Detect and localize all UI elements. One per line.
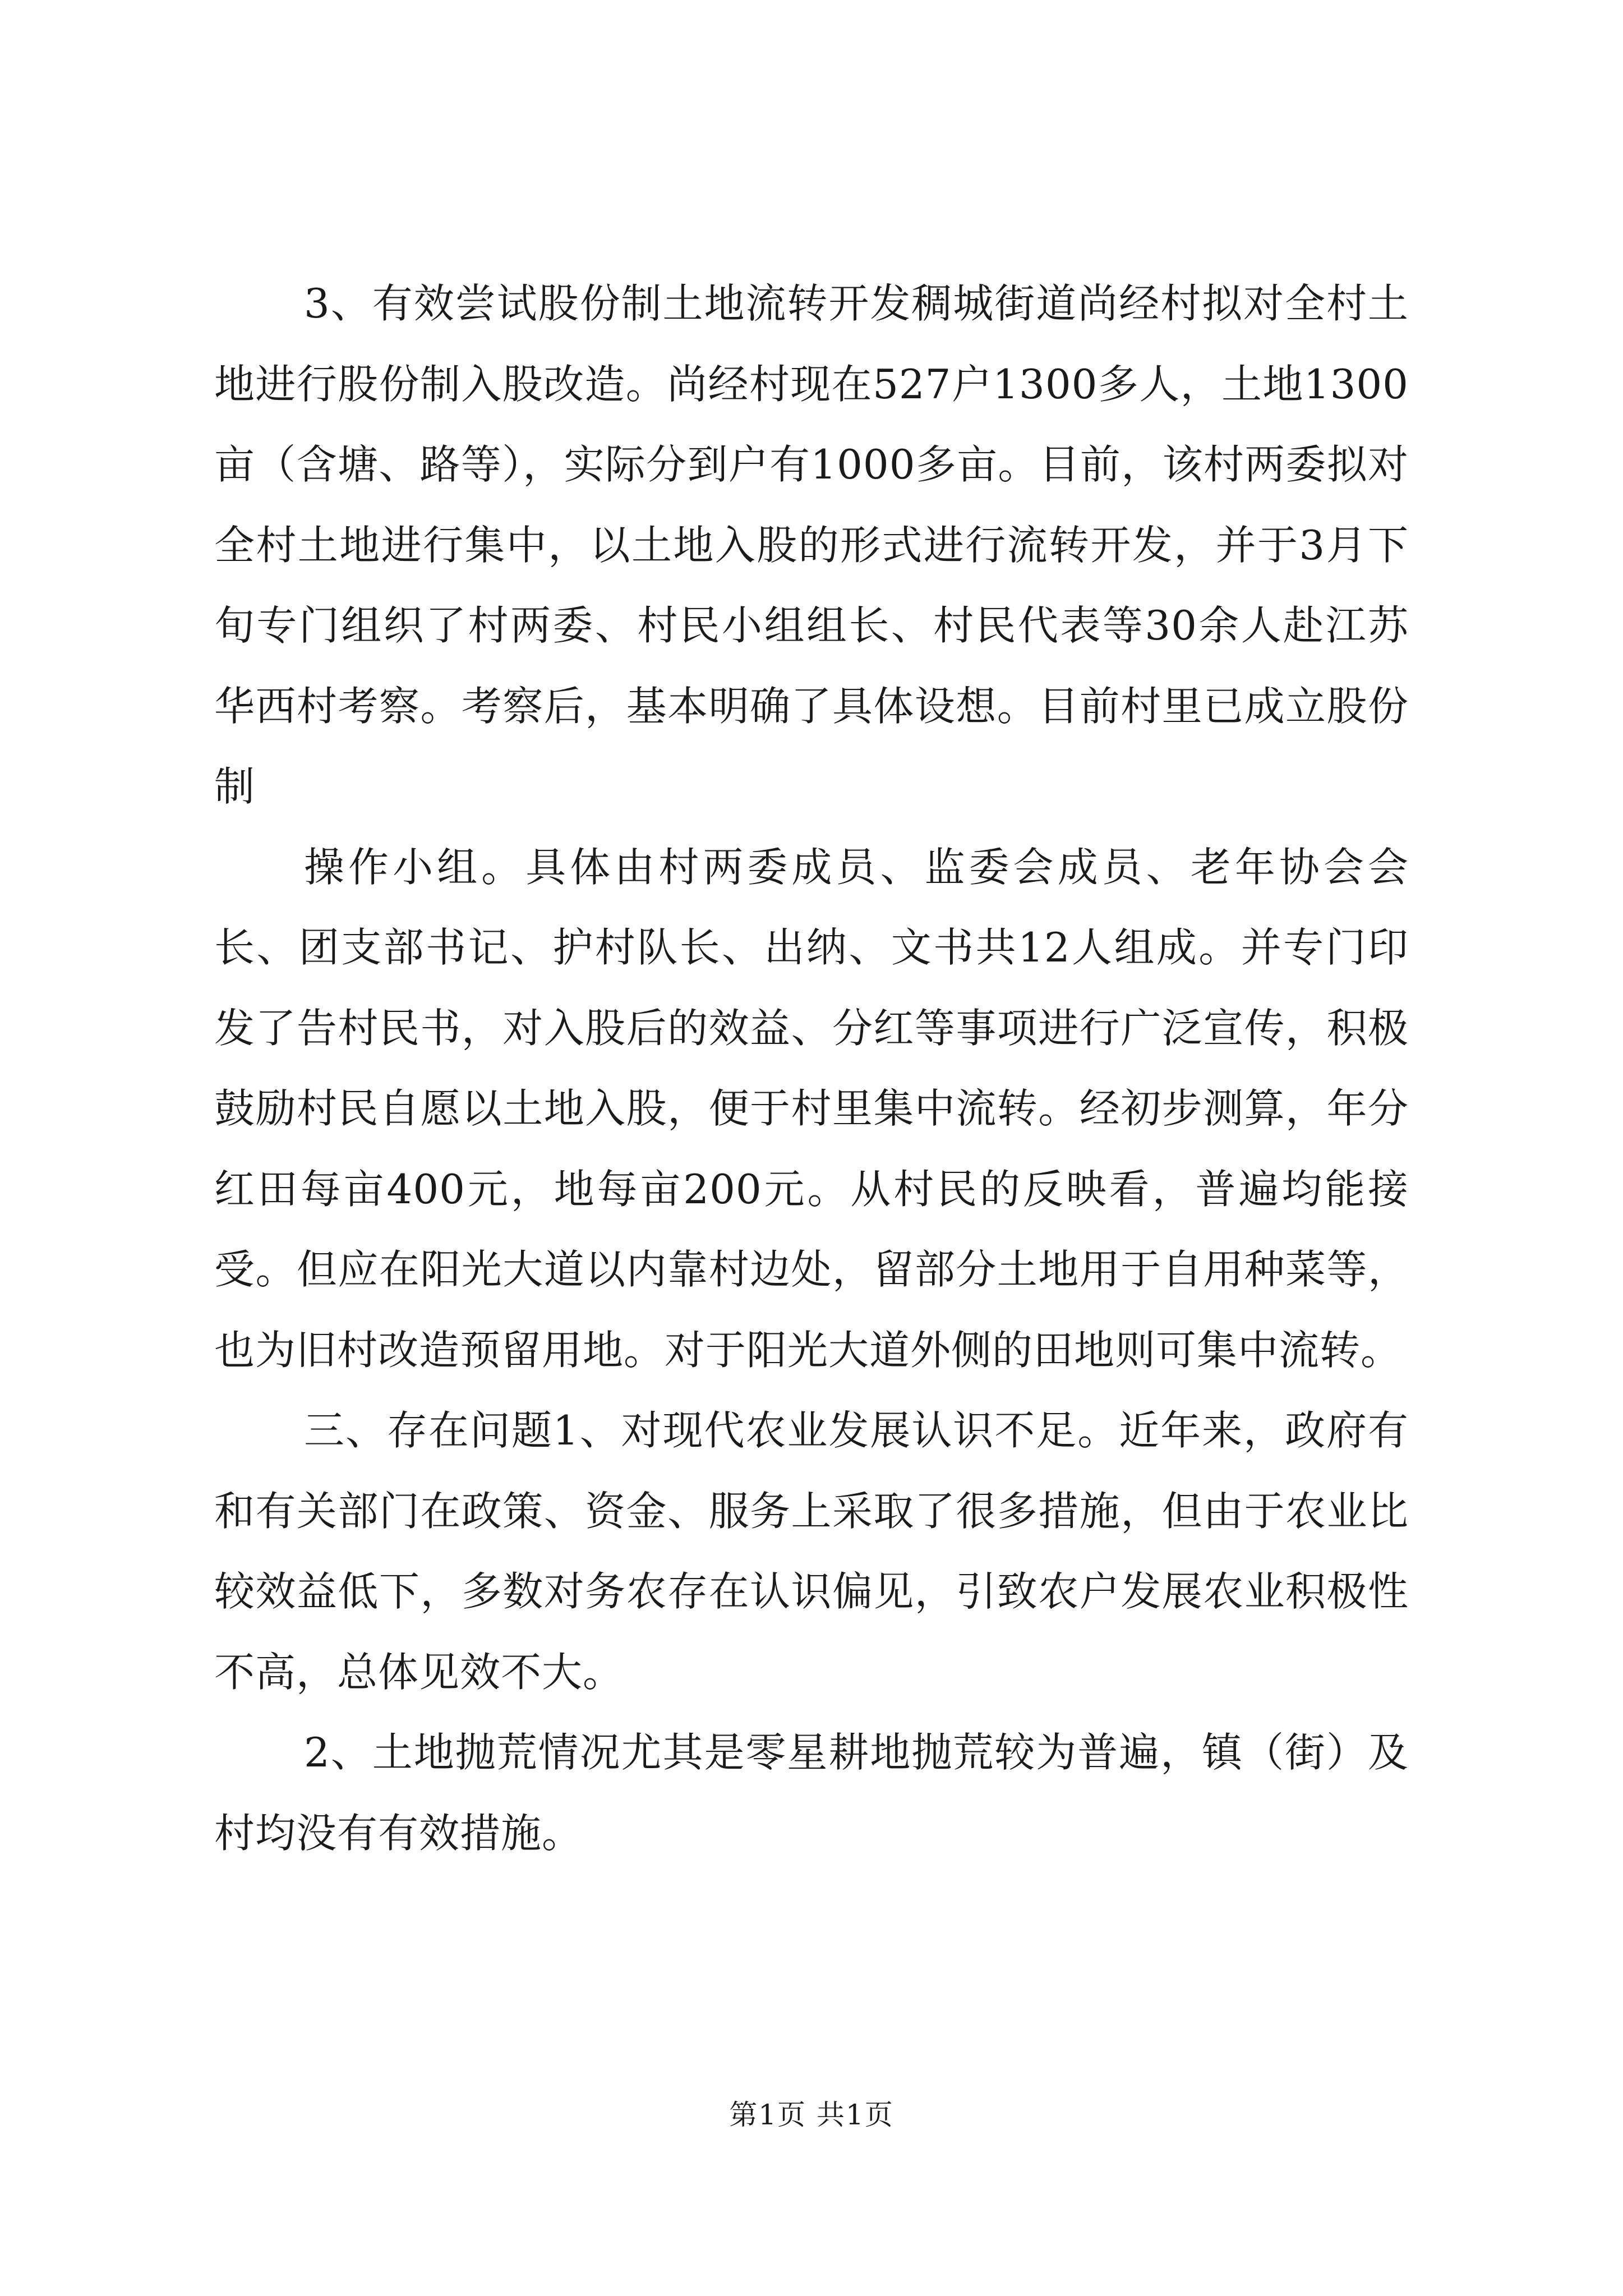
- paragraph-problems-awareness: 三、存在问题1、对现代农业发展认识不足。近年来，政府有和有关部门在政策、资金、服务上采取了很多措施，但由于农业比较效益低下，多数对务农存在认识偏见，引致农户发展农业积极性不高，总体见效不大。: [214, 1407, 1409, 1696]
- paragraph-land-abandonment: 2、土地抛荒情况尤其是零星耕地抛荒较为普遍，镇（街）及村均没有有效措施。: [214, 1729, 1409, 1857]
- paragraph-operation-team: 操作小组。具体由村两委成员、监委会成员、老年协会会长、团支部书记、护村队长、出纳、文书共12人组成。并专门印发了告村民书，对入股后的效益、分红等事项进行广泛宣传，积极鼓励村民自愿以土地入股，便于村里集中流转。经初步测算，年分红田每亩400元，地每亩200元。从村民的反映看，普遍均能接受。但应在阳光大道以内靠村边处，留部分土地用于自用种菜等，也为旧村改造预留用地。对于阳光大道外侧的田地则可集中流转。: [214, 843, 1409, 1374]
- page-number-footer: 第1页 共1页: [729, 2099, 894, 2131]
- document-body: [214, 264, 1409, 1874]
- paragraph-land-share-trial: 3、有效尝试股份制土地流转开发稠城街道尚经村拟对全村土地进行股份制入股改造。尚经村现在527户1300多人，土地1300亩（含塘、路等），实际分到户有1000多亩。目前，该村两委拟对全村土地进行集中，以土地入股的形式进行流转开发，并于3月下旬专门组织了村两委、村民小组组长、村民代表等30余人赴江苏华西村考察。考察后，基本明确了具体设想。目前村里已成立股份制: [214, 280, 1409, 810]
